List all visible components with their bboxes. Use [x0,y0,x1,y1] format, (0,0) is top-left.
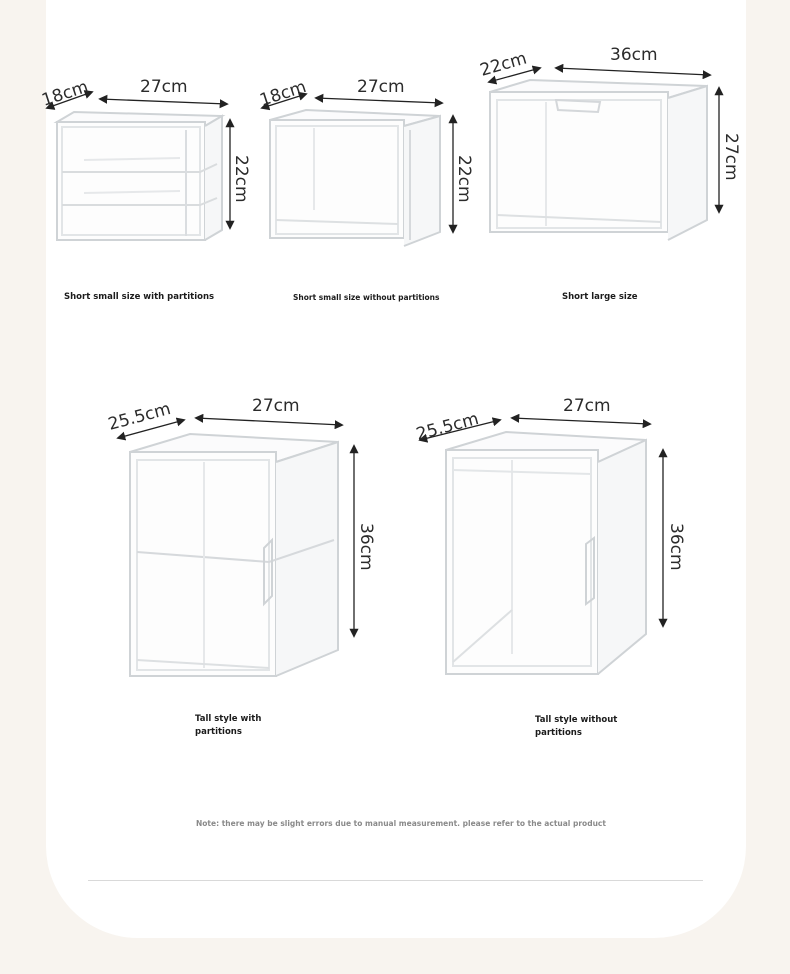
height-label-2: 22cm [454,155,474,203]
height-label-5: 36cm [666,523,686,571]
width-label-5: 27cm [563,396,611,416]
box-tall-no-partitions [446,432,646,674]
depth-label-5: 25.5cm [414,409,481,445]
caption-tall-no-partitions-line1: Tall style without [535,715,618,725]
depth-label-4: 25.5cm [106,399,173,435]
height-label-1: 22cm [231,155,251,203]
caption-short-large: Short large size [562,292,638,302]
depth-label-2: 18cm [257,77,309,111]
box-short-small-no-partitions [270,110,440,246]
caption-tall-no-partitions-line2: partitions [535,728,582,738]
caption-short-small-no-partitions: Short small size without partitions [293,293,440,302]
caption-tall-partitions-line2: partitions [195,727,242,737]
caption-tall-partitions-line1: Tall style with [195,714,262,724]
box-short-small-partitions [57,112,222,240]
depth-label-3: 22cm [477,48,530,81]
height-label-3: 27cm [721,133,741,181]
width-label-1: 27cm [140,77,188,97]
width-label-4: 27cm [252,396,300,416]
width-label-3: 36cm [610,45,658,65]
caption-short-small-partitions: Short small size with partitions [64,292,215,302]
box-tall-partitions [130,434,338,676]
caption-tall-no-partitions [535,714,617,740]
height-label-4: 36cm [356,523,376,571]
caption-tall-partitions [195,713,261,739]
divider [88,880,703,881]
box-short-large [490,80,707,240]
depth-label-1: 18cm [39,77,91,111]
width-label-2: 27cm [357,77,405,97]
measurement-note: Note: there may be slight errors due to manual measurement. please refer to the actual product [196,819,606,828]
